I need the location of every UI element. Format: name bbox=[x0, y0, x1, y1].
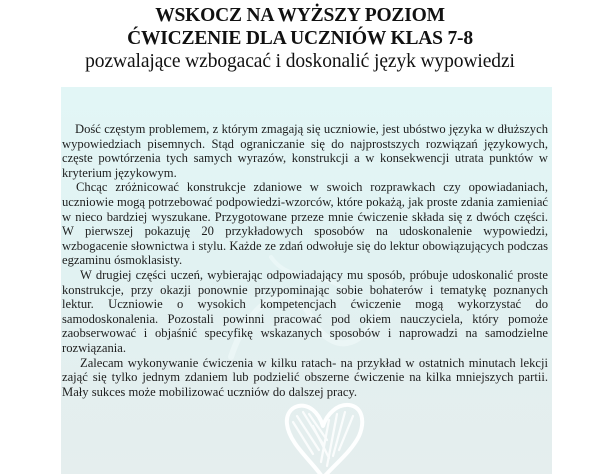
content-panel bbox=[61, 87, 552, 474]
paragraph-1: Dość częstym problemem, z którym zmagają się uczniowie, jest ubóstwo języka w dłuższych wypowiedziach pisemnych. Stąd ograniczanie się do najprostszych rozwiązań językowych, częste powtórzenia tych samych wyrazów, konstrukcji a w konsekwencji utrata punktów w kryterium językowym. bbox=[62, 122, 548, 180]
paragraph-2: Chcąc zróżnicować konstrukcje zdaniowe w swoich rozprawkach czy opowiadaniach, uczniowie mogą potrzebować podpowiedzi-wzorców, które pokażą, jak proste zdania zamieniać w nieco bardziej wyszukane. Przygotowane przeze mnie ćwiczenie składa się z dwóch części. W pierwszej pokazuję 20 przykładowych sposobów na udoskonalenie wypowiedzi, wzbogacenie słownictwa i stylu. Każde ze zdań odwołuje się do lektur obowiązujących podczas egzaminu ósmoklasisty. bbox=[62, 180, 548, 268]
heart-icon bbox=[283, 400, 365, 474]
paragraph-3: W drugiej części uczeń, wybierając odpowiadający mu sposób, próbuje udoskonalić proste konstrukcje, przy okazji ponownie przypominając sobie bohaterów i tematykę poznanych lektur. Uczniowie o wysokich kompetencjach ćwiczenie mogą wykorzystać do samodoskonalenia. Pozostali powinni pracować pod okiem nauczyciela, który pomoże zaobserwować i objaśnić specyfikę wskazanych sposobów i naprowadzi na samodzielne rozwiązania. bbox=[62, 267, 548, 355]
subtitle: pozwalające wzbogacać i doskonalić język wypowiedzi bbox=[85, 51, 515, 72]
paragraph-4: Zalecam wykonywanie ćwiczenia w kilku ratach- na przykład w ostatnich minutach lekcji zająć się tylko jednym zdaniem lub podzielić obszerne ćwiczenie na kilka mniejszych partii. Mały sukces może mobilizować uczniów do dalszej pracy. bbox=[62, 355, 548, 399]
body-text bbox=[62, 122, 548, 399]
title-line-2: ĆWICZENIE DLA UCZNIÓW KLAS 7-8 bbox=[127, 28, 473, 49]
title-line-1: WSKOCZ NA WYŻSZY POZIOM bbox=[155, 5, 445, 26]
document-header bbox=[0, 4, 600, 73]
